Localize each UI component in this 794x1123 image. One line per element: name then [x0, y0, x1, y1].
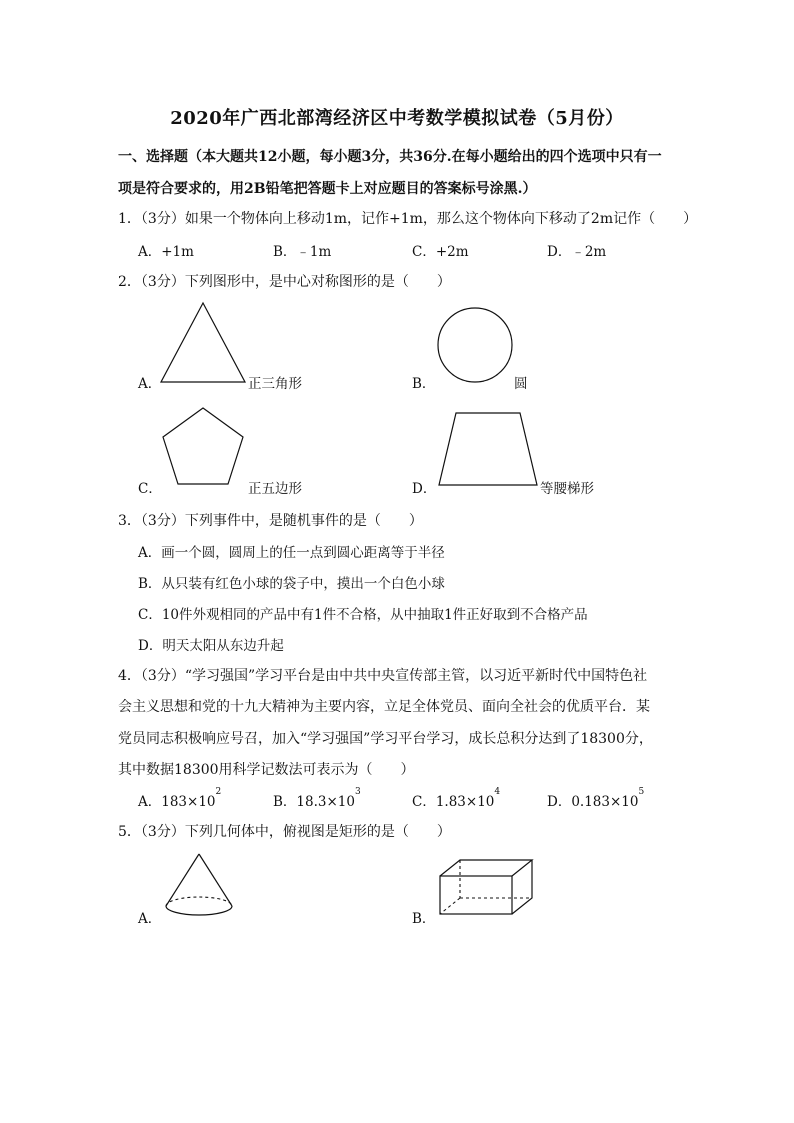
circle-figure — [435, 305, 515, 385]
section-heading-line1: 一、选择题（本大题共12小题，每小题3分，共36分.在每小题给出的四个选项中只有一 — [118, 149, 662, 165]
question-3-option-d: D．明天太阳从东边升起 — [138, 638, 284, 654]
question-2-option-b-letter: B． — [412, 376, 436, 392]
question-2-option-c-name: 正五边形 — [248, 481, 302, 497]
question-2-option-b-name: 圆 — [514, 376, 528, 392]
question-2-text: 2．（3分）下列图形中，是中心对称图形的是（ ） — [118, 274, 451, 290]
page-title: 2020年广西北部湾经济区中考数学模拟试卷（5月份） — [170, 108, 624, 129]
question-1-option-c: C．+2m — [412, 244, 469, 260]
question-3-option-c: C．10件外观相同的产品中有1件不合格，从中抽取1件正好取到不合格产品 — [138, 607, 588, 623]
question-4-option-a: A．$183\times 10^2$ — [138, 787, 222, 810]
question-4-option-b: B．$18.3\times 10^3$ — [273, 787, 361, 810]
question-1-option-b: B．﹣1m — [273, 244, 332, 260]
question-4-line4: 其中数据18300用科学记数法可表示为（ ） — [118, 762, 415, 778]
regular-pentagon-figure — [160, 405, 246, 487]
question-3-option-a: A．画一个圆，圆周上的任一点到圆心距离等于半径 — [138, 545, 445, 561]
question-5-option-a-letter: A． — [138, 911, 162, 927]
question-1-option-a: A．+1m — [138, 244, 194, 260]
question-4-option-d: D．$0.183\times 10^5$ — [547, 787, 645, 810]
question-2-option-a-name: 正三角形 — [248, 376, 302, 392]
question-4-line1: 4．（3分）“学习强国”学习平台是由中共中央宣传部主管，以习近平新时代中国特色社 — [118, 668, 648, 684]
question-5-option-b-letter: B． — [412, 911, 436, 927]
question-3-text: 3．（3分）下列事件中，是随机事件的是（ ） — [118, 513, 423, 529]
isosceles-trapezoid-figure — [436, 410, 540, 488]
question-2-option-c-letter: C． — [138, 481, 162, 497]
question-5-text: 5．（3分）下列几何体中，俯视图是矩形的是（ ） — [118, 824, 451, 840]
question-3-option-b: B．从只装有红色小球的袋子中，摸出一个白色小球 — [138, 576, 445, 592]
cuboid-figure — [436, 856, 538, 918]
question-1-option-d: D．﹣2m — [547, 244, 607, 260]
question-2-option-d-name: 等腰梯形 — [540, 481, 594, 497]
equilateral-triangle-figure — [158, 300, 248, 385]
section-heading-line2: 项是符合要求的，用2B铅笔把答题卡上对应题目的答案标号涂黑.） — [118, 181, 537, 197]
question-4-option-c: C．$1.83\times 10^4$ — [412, 787, 501, 810]
question-1-text: 1．（3分）如果一个物体向上移动1m，记作+1m，那么这个物体向下移动了2m记作（ ） — [118, 211, 698, 227]
cone-figure — [160, 850, 240, 920]
question-2-option-a-letter: A． — [138, 376, 162, 392]
question-2-option-d-letter: D． — [412, 481, 437, 497]
question-4-line2: 会主义思想和党的十九大精神为主要内容，立足全体党员、面向全社会的优质平台．某 — [118, 699, 650, 715]
question-4-line3: 党员同志积极响应号召，加入“学习强国”学习平台学习，成长总积分达到了18300分， — [118, 731, 653, 747]
